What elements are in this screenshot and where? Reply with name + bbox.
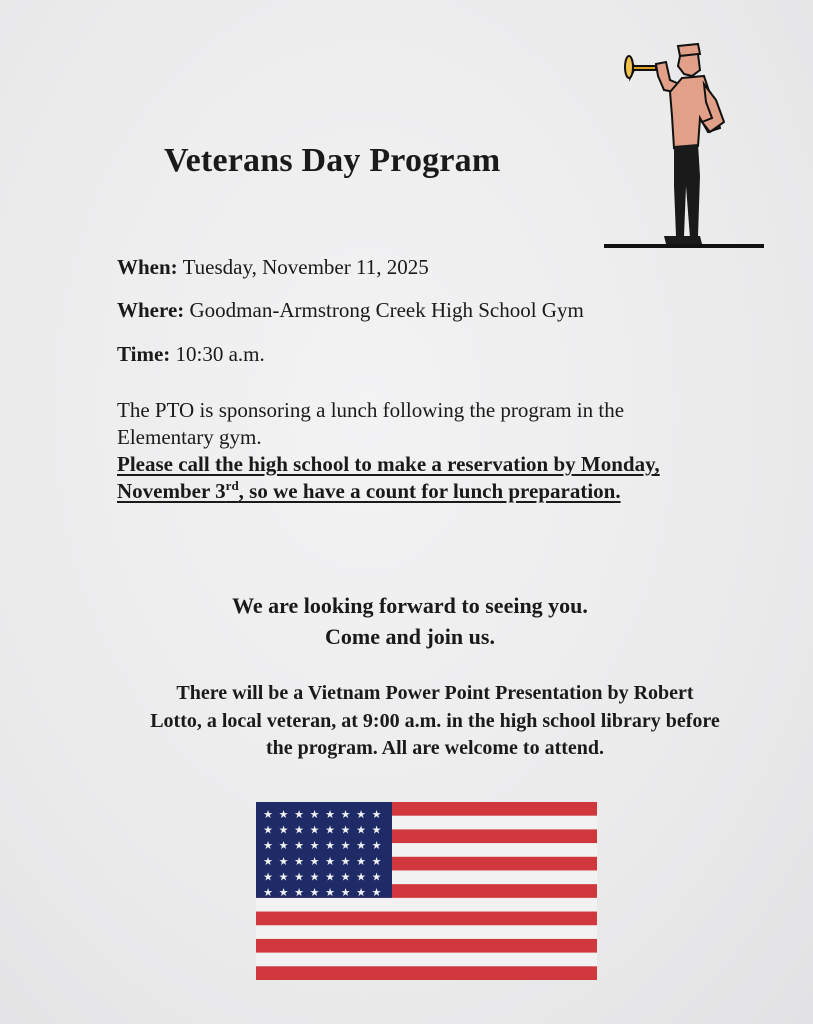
flag-star: ★: [340, 808, 351, 821]
when-label: When:: [117, 255, 178, 279]
bugler-icon: [600, 36, 770, 256]
when-value: Tuesday, November 11, 2025: [182, 255, 429, 279]
flag-star: ★: [278, 886, 289, 899]
flag-star: ★: [294, 854, 304, 868]
flag-star: ★: [309, 823, 320, 837]
flag-star: ★: [263, 823, 273, 837]
flag-star: ★: [325, 808, 335, 821]
flag-star: ★: [309, 839, 320, 853]
reservation-text-part1: Please call the high school to make a reservation by Monday, November 3: [117, 452, 660, 503]
flag-stripe: [256, 912, 597, 926]
flag-star: ★: [294, 886, 304, 899]
flag-star: ★: [325, 854, 335, 868]
reservation-text-part2: , so we have a count for lunch preparation.: [238, 479, 621, 503]
program-title: Veterans Day Program: [164, 142, 501, 179]
closing-line-2: Come and join us.: [325, 624, 495, 649]
where-line: [117, 298, 584, 323]
reservation-superscript: rd: [225, 478, 239, 493]
flag-star: ★: [263, 870, 273, 884]
flag-star: ★: [294, 839, 304, 853]
flag-star: ★: [263, 854, 273, 868]
flag-star: ★: [371, 823, 382, 837]
flag-star: ★: [263, 808, 273, 821]
flag-star: ★: [309, 854, 320, 868]
american-flag-icon: [256, 802, 597, 980]
flag-star: ★: [263, 839, 273, 853]
flag-star: ★: [340, 886, 351, 899]
pto-text: The PTO is sponsoring a lunch following the program in the Elementary gym.: [117, 398, 625, 449]
flag-star: ★: [325, 839, 335, 853]
flag-star: ★: [309, 808, 320, 821]
time-line: [117, 342, 265, 367]
flag-star: ★: [278, 839, 289, 853]
closing-line-1: We are looking forward to seeing you.: [232, 593, 588, 618]
flag-star: ★: [371, 808, 382, 821]
flag-star: ★: [356, 854, 366, 868]
flag-star: ★: [325, 886, 335, 899]
flag-star: ★: [356, 839, 366, 853]
flag-star: ★: [309, 886, 320, 899]
flag-star: ★: [309, 870, 320, 884]
flag-star: ★: [325, 823, 335, 837]
pto-paragraph: [117, 397, 687, 505]
flag-star: ★: [278, 870, 289, 884]
vietnam-presentation-note: There will be a Vietnam Power Point Presentation by Robert Lotto, a local veteran, at 9:00 a.m. in the high school library before the program. All are welcome to attend.: [150, 682, 720, 759]
closing-message: [110, 590, 710, 652]
flag-star: ★: [263, 886, 273, 899]
flag-star: ★: [371, 839, 382, 853]
flag-star: ★: [356, 808, 366, 821]
flag-star: ★: [340, 839, 351, 853]
flag-star: ★: [294, 808, 304, 821]
time-value: 10:30 a.m.: [175, 342, 265, 366]
flag-star: ★: [278, 823, 289, 837]
flag-star: ★: [278, 808, 289, 821]
flag-star: ★: [278, 854, 289, 868]
flag-star: ★: [371, 886, 382, 899]
where-label: Where:: [117, 298, 185, 322]
flag-star: ★: [340, 854, 351, 868]
flag-star: ★: [371, 854, 382, 868]
flag-stripe: [256, 939, 597, 953]
flag-star: ★: [356, 886, 366, 899]
flag-star: ★: [325, 870, 335, 884]
flag-star: ★: [340, 870, 351, 884]
when-line: [117, 255, 429, 280]
flag-star: ★: [371, 870, 382, 884]
flag-star: ★: [294, 870, 304, 884]
time-label: Time:: [117, 342, 171, 366]
flag-star: ★: [356, 823, 366, 837]
reservation-notice: [117, 452, 660, 503]
flag-stripe: [256, 966, 597, 980]
flag-star: ★: [340, 823, 351, 837]
flag-star: ★: [294, 823, 304, 837]
flag-star: ★: [356, 870, 366, 884]
where-value: Goodman-Armstrong Creek High School Gym: [189, 298, 584, 322]
